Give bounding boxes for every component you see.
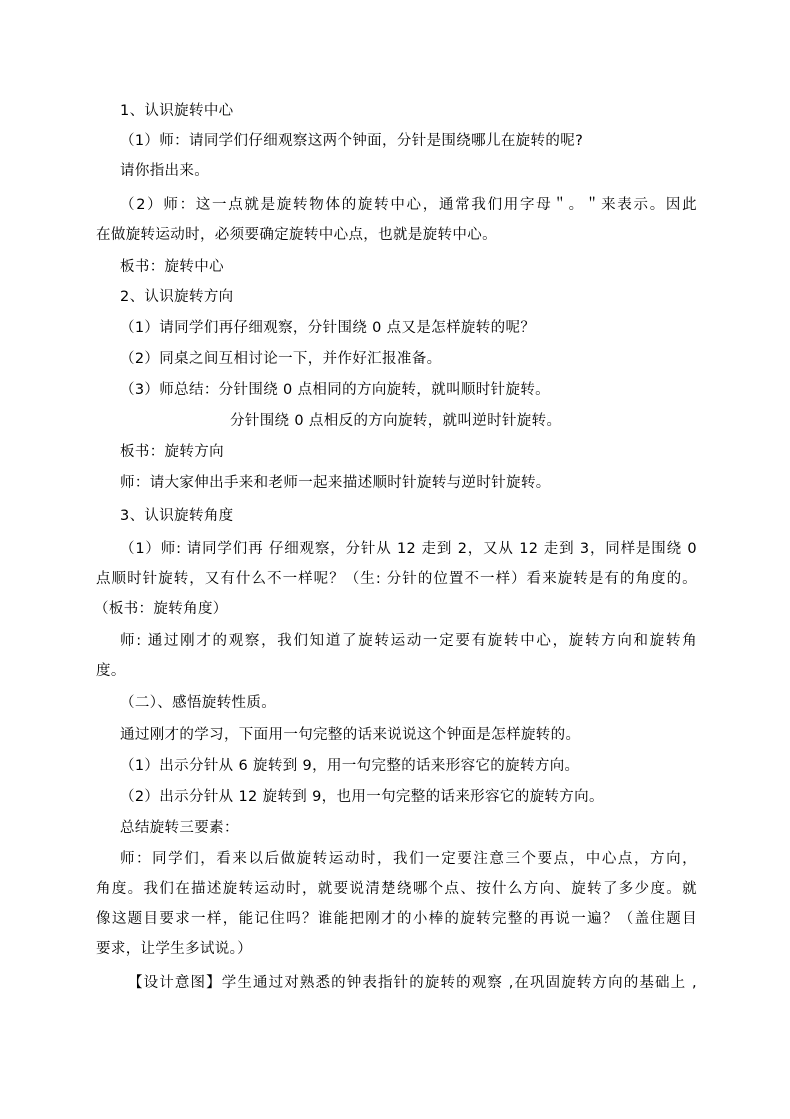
paragraph-line: 师: 通过刚才的观察，我们知道了旋转运动一定要有旋转中心，旋转方向和旋转角: [120, 633, 697, 649]
paragraph-line: （1）师: 请同学们再 仔细观察，分针从 12 走到 2，又从 12 走到 3，同样是围绕 0: [120, 541, 697, 557]
paragraph-line: （1）出示分针从 6 旋转到 9，用一句完整的话来形容它的旋转方向。: [120, 758, 580, 774]
paragraph-line: 度。: [96, 663, 126, 679]
section-heading-rotation-angle: 3、认识旋转角度: [120, 508, 234, 524]
design-intent-line: 【设计意图】学生通过对熟悉的钟表指针的旋转的观察 ,在巩固旋转方向的基础上 ,: [128, 975, 697, 991]
board-note: （板书：旋转角度）: [94, 601, 228, 617]
paragraph-line: 像这题目要求一样，能记住吗？谁能把刚才的小棒的旋转完整的再说一遍？（盖住题目: [96, 911, 697, 927]
paragraph-line: （2）出示分针从 12 旋转到 9，也用一句完整的话来形容它的旋转方向。: [120, 789, 604, 805]
paragraph-line: 师：请大家伸出手来和老师一起来描述顺时针旋转与逆时针旋转。: [120, 475, 551, 491]
board-note: 板书：旋转方向: [120, 444, 224, 460]
section-heading-rotation-center: 1、认识旋转中心: [120, 103, 234, 119]
paragraph-line: 角度。我们在描述旋转运动时，就要说清楚绕哪个点、按什么方向、旋转了多少度。就: [96, 881, 697, 897]
paragraph-line: 通过刚才的学习，下面用一句完整的话来说说这个钟面是怎样旋转的。: [120, 727, 581, 743]
paragraph-line: 要求，让学生多试说。）: [96, 941, 253, 957]
paragraph-line: （2）同桌之间互相讨论一下，并作好汇报准备。: [120, 351, 442, 367]
paragraph-line: 师：同学们，看来以后做旋转运动时，我们一定要注意三个要点，中心点，方向，: [120, 851, 697, 867]
board-note: 板书：旋转中心: [120, 259, 224, 275]
paragraph-line: （1）师：请同学们仔细观察这两个钟面，分针是围绕哪儿在旋转的呢?: [120, 133, 584, 149]
paragraph-line: （2）师：这一点就是旋转物体的旋转中心，通常我们用字母＂。＂来表示。因此: [120, 197, 697, 213]
paragraph-line: 总结旋转三要素：: [120, 820, 239, 836]
paragraph-line: 点顺时针旋转，又有什么不一样呢？（生: 分针的位置不一样）看来旋转是有的角度的。: [96, 571, 697, 587]
paragraph-line: 请你指出来。: [120, 163, 210, 179]
paragraph-line: （3）师总结：分针围绕 0 点相同的方向旋转，就叫顺时针旋转。: [120, 382, 551, 398]
paragraph-line: 在做旋转运动时，必须要确定旋转中心点，也就是旋转中心。: [96, 227, 497, 243]
paragraph-line: （1）请同学们再仔细观察，分针围绕 0 点又是怎样旋转的呢？: [120, 320, 536, 336]
section-heading-rotation-properties: （二）、感悟旋转性质。: [120, 695, 277, 711]
paragraph-line: 分针围绕 0 点相反的方向旋转，就叫逆时针旋转。: [230, 413, 562, 429]
section-heading-rotation-direction: 2、认识旋转方向: [120, 289, 234, 305]
